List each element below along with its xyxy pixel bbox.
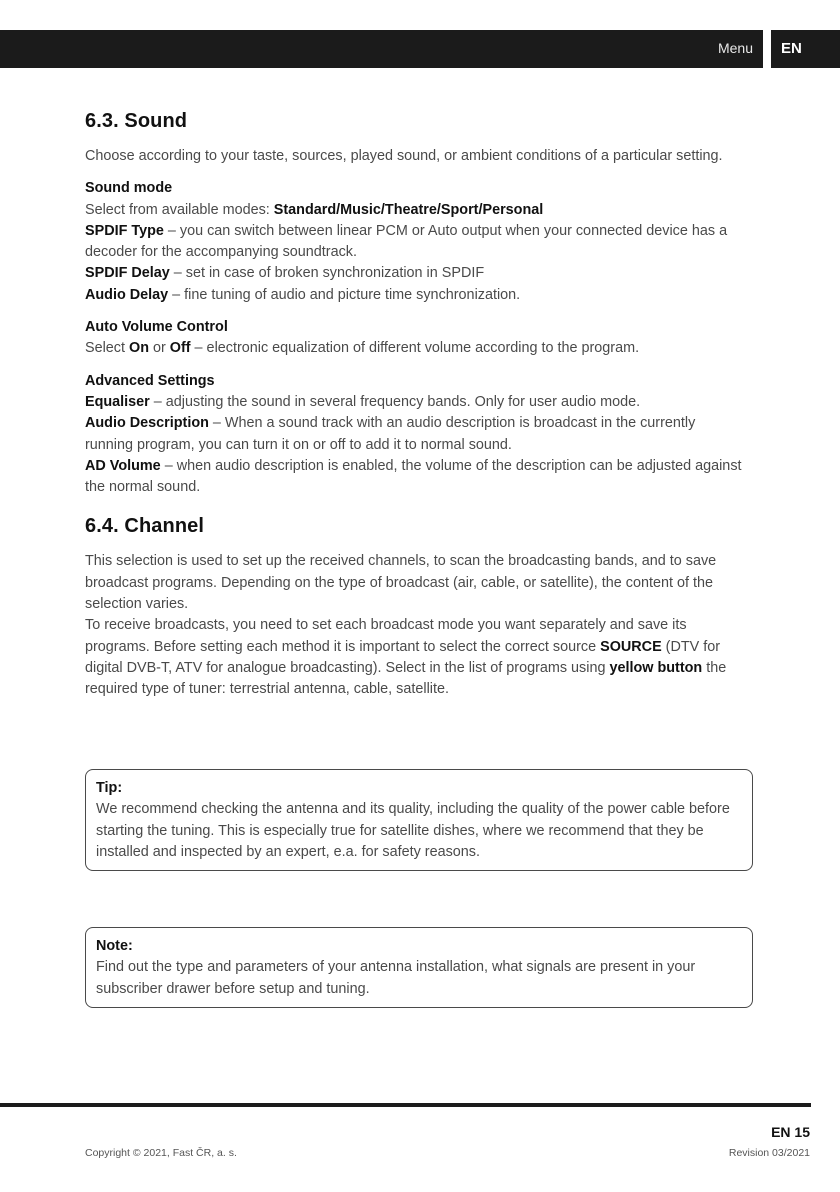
copyright-text: Copyright © 2021, Fast ČR, a. s. bbox=[85, 1147, 237, 1159]
header-bar bbox=[0, 30, 763, 68]
avc-text: Select On or Off – electronic equalization of different volume according to the program. bbox=[85, 340, 640, 357]
header-menu-label: Menu bbox=[717, 40, 753, 56]
channel-paragraph-2: To receive broadcasts, you need to set each broadcast mode you want separately and save its programs. Before setting each method it is important to select the correct source SOURCE (DTV for digital DVB-T, ATV for analogue broadcasting). Select in the list of programs using yellow button the required type of tuner: terrestrial antenna, cable, satellite. bbox=[85, 617, 727, 698]
tip-heading: Tip: bbox=[96, 780, 123, 796]
avc-heading: Auto Volume Control bbox=[85, 319, 228, 336]
audio-description-text: Audio Description – When a sound track with an audio description is broadcast in the currently running program, you can turn it on or off to add it to normal sound. bbox=[85, 415, 696, 453]
equaliser-text: Equaliser – adjusting the sound in several frequency bands. Only for user audio mode. bbox=[85, 393, 641, 410]
audio-delay-text: Audio Delay – fine tuning of audio and picture time synchronization. bbox=[85, 286, 521, 303]
page-number: EN 15 bbox=[771, 1124, 810, 1140]
spdif-type-text: SPDIF Type – you can switch between linear PCM or Auto output when your connected device has a decoder for the accompanying soundtrack. bbox=[85, 222, 728, 261]
channel-paragraph-1: This selection is used to set up the received channels, to scan the broadcasting bands, and to save broadcast programs. Depending on the type of broadcast (air, cable, or satellite), the content of the selection varies. bbox=[85, 553, 717, 613]
tip-box bbox=[85, 769, 753, 871]
note-text: Find out the type and parameters of your antenna installation, what signals are present in your subscriber drawer before setup and tuning. bbox=[96, 959, 696, 997]
section-title-channel: 6.4. Channel bbox=[85, 515, 205, 538]
revision-text: Revision 03/2021 bbox=[728, 1147, 810, 1159]
advanced-heading: Advanced Settings bbox=[85, 372, 215, 389]
language-badge: EN bbox=[771, 30, 840, 68]
page-content bbox=[85, 110, 745, 701]
section-title-sound: 6.3. Sound bbox=[85, 110, 188, 132]
sound-intro: Choose according to your taste, sources, played sound, or ambient conditions of a particular setting. bbox=[85, 148, 723, 164]
ad-volume-text: AD Volume – when audio description is enabled, the volume of the description can be adjusted against the normal sound. bbox=[85, 457, 742, 496]
note-heading: Note: bbox=[96, 938, 133, 954]
tip-text: We recommend checking the antenna and its quality, including the quality of the power cable before starting the tuning. This is especially true for satellite dishes, where we recommend that they be installed and inspected by an expert, e.a. for safety reasons. bbox=[96, 801, 730, 860]
sound-mode-text: Select from available modes: Standard/Music/Theatre/Sport/Personal bbox=[85, 201, 544, 218]
sound-mode-list: Standard/Music/Theatre/Sport/Personal bbox=[273, 201, 544, 218]
spdif-delay-text: SPDIF Delay – set in case of broken synchronization in SPDIF bbox=[85, 265, 485, 282]
sound-mode-heading: Sound mode bbox=[85, 180, 173, 197]
footer-divider bbox=[0, 1103, 811, 1107]
note-box bbox=[85, 927, 753, 1008]
